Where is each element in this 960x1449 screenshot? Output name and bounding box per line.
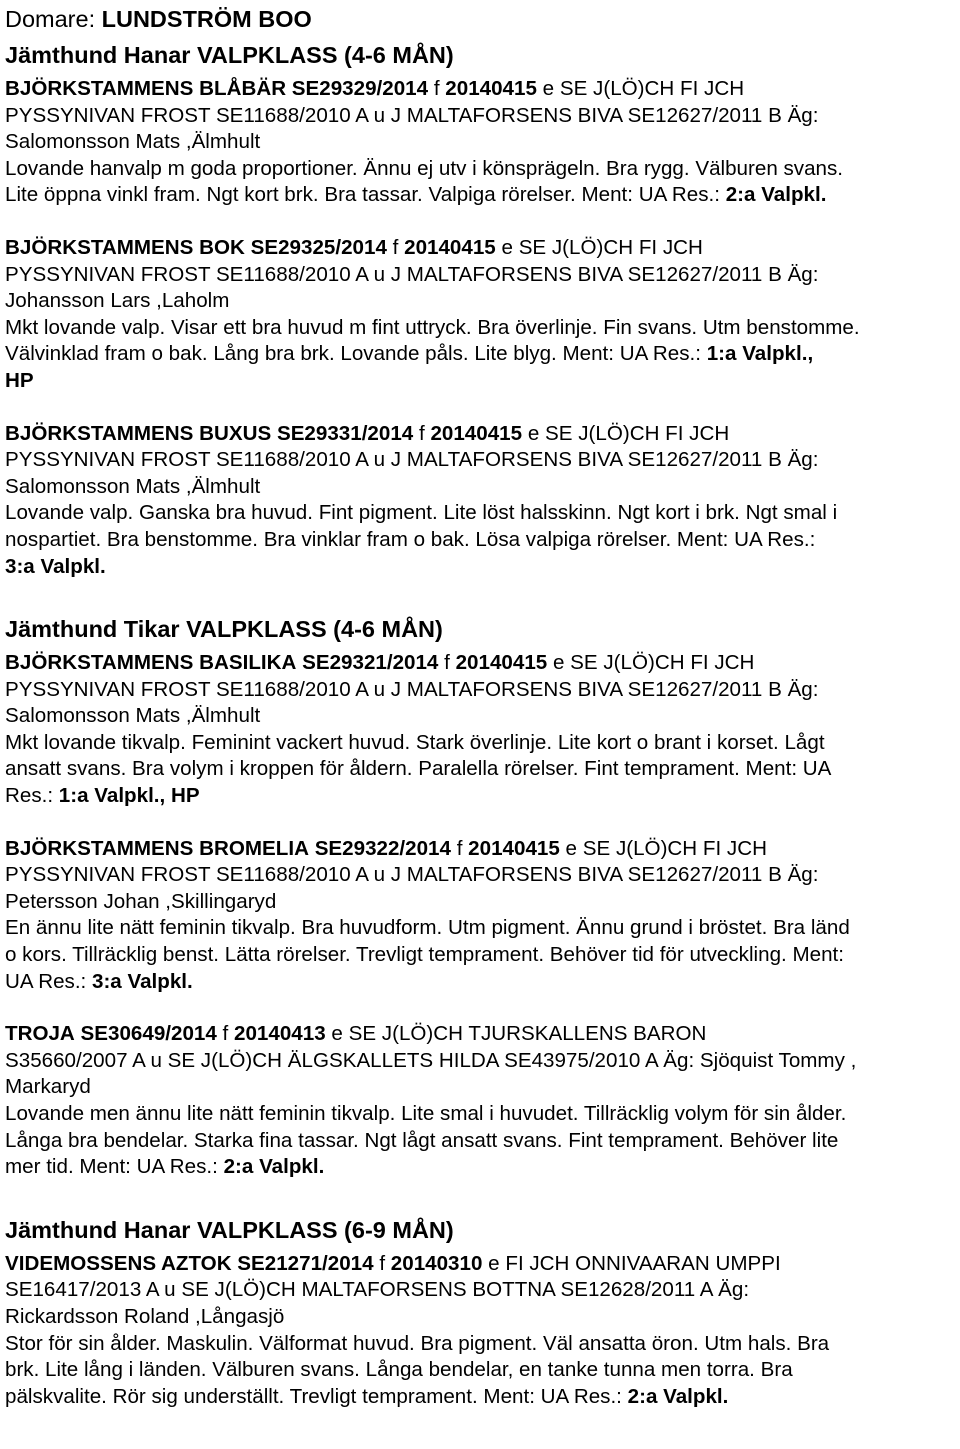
dog-dob: 20140310 [390, 1251, 483, 1275]
dog-name: BJÖRKSTAMMENS BASILIKA [5, 651, 297, 675]
dog-dob: 20140415 [455, 651, 548, 675]
sire-title: SE J(LÖ)CH FI JCH [545, 421, 730, 445]
dog-entry [5, 421, 960, 581]
result: 3:a Valpkl. [91, 969, 193, 993]
born-label: f [444, 651, 450, 675]
born-label: f [456, 836, 463, 860]
pedigree-line: PYSSYNIVAN FROST SE11688/2010 A u J MALTAFORSENS BIVA SE12627/2011 B Äg: [5, 448, 819, 472]
dog-entry [5, 235, 960, 395]
result: 1:a Valpkl., [706, 342, 814, 366]
class-title: Jämthund Hanar VALPKLASS (4-6 MÅN) [5, 42, 454, 68]
result: 2:a Valpkl. [627, 1384, 729, 1408]
critique-line: nospartiet. Bra benstomme. Bra vinklar fram o bak. Lösa valpiga rörelser. Ment: UA Res.: [5, 527, 816, 551]
critique-line: pälskvalite. Rör sig underställt. Trevligt temprament. Ment: UA Res.: [5, 1384, 628, 1408]
born-label: f [379, 1251, 386, 1275]
sire-label: e [488, 1251, 500, 1275]
critique-line: UA Res.: [5, 969, 92, 993]
class-title: Jämthund Hanar VALPKLASS (6-9 MÅN) [5, 1216, 454, 1243]
critique-line: o kors. Tillräcklig benst. Lätta rörelser. Trevligt temprament. Behöver tid för utveckling. Ment: [5, 943, 844, 967]
dog-reg: SE29331/2014 [276, 421, 414, 445]
dog-name: VIDEMOSSENS AZTOK [5, 1251, 232, 1275]
critique-line: Lovande men ännu lite nätt feminin tikvalp. Lite smal i huvudet. Tillräcklig volym för sin ålder. [5, 1102, 847, 1125]
result: 1:a Valpkl., HP [58, 784, 200, 808]
owner-line: Salomonsson Mats ,Älmhult [5, 704, 261, 728]
critique-line: Långa bra bendelar. Starka fina tassar. Ngt lågt ansatt svans. Fint temprament. Behöver lite [5, 1128, 839, 1152]
sire-label: e [542, 77, 555, 100]
critique-line: Lite öppna vinkl fram. Ngt kort brk. Bra tassar. Valpiga rörelser. Ment: UA Res.: [5, 183, 726, 207]
owner-line: Johansson Lars ,Laholm [5, 289, 230, 313]
sire-title: SE J(LÖ)CH FI JCH [518, 235, 703, 259]
critique-line: mer tid. Ment: UA Res.: [5, 1155, 224, 1179]
sire-label: e [501, 235, 513, 259]
dog-reg: SE29329/2014 [291, 77, 429, 100]
class-title: Jämthund Tikar VALPKLASS (4-6 MÅN) [5, 616, 443, 643]
result: 2:a Valpkl. [223, 1155, 325, 1179]
sire-title: SE J(LÖ)CH FI JCH [582, 836, 767, 860]
critique-line: Lovande valp. Ganska bra huvud. Fint pigment. Lite löst halsskinn. Ngt kort i brk. Ngt smal i [5, 501, 838, 525]
pedigree-line: PYSSYNIVAN FROST SE11688/2010 A u J MALTAFORSENS BIVA SE12627/2011 B Äg: [5, 103, 819, 127]
owner-line: Salomonsson Mats ,Älmhult [5, 474, 261, 498]
pedigree-line: PYSSYNIVAN FROST SE11688/2010 A u J MALTAFORSENS BIVA SE12627/2011 B Äg: [5, 262, 819, 286]
sire-label: e [331, 1022, 343, 1046]
dog-reg: SE30649/2014 [80, 1022, 217, 1046]
result: 3:a Valpkl. [5, 554, 106, 578]
dog-reg: SE29325/2014 [250, 235, 387, 259]
judge-name: LUNDSTRÖM BOO [101, 6, 312, 32]
dog-entry [5, 1021, 960, 1181]
judge-line [5, 4, 960, 34]
critique-line: Mkt lovande tikvalp. Feminint vackert huvud. Stark överlinje. Lite kort o brant i korset. Lågt [5, 730, 825, 754]
critique-line: ansatt svans. Bra volym i kroppen för åldern. Paralella rörelser. Fint temprament. Ment: UA [5, 757, 832, 781]
critique-line: Lovande hanvalp m goda proportioner. Ännu ej utv i könsprägeln. Bra rygg. Välburen svans. [5, 156, 844, 180]
critique-line: Mkt lovande valp. Visar ett bra huvud m fint uttryck. Bra överlinje. Fin svans. Utm benstomme. [5, 315, 860, 339]
critique-line: Res.: [5, 784, 59, 808]
result-award: HP [5, 368, 34, 392]
sire-title: FI JCH ONNIVAARAN UMPPI [505, 1251, 781, 1275]
born-label: f [433, 77, 440, 100]
owner-line: Petersson Johan ,Skillingaryd [5, 889, 277, 913]
dog-name: TROJA [5, 1022, 75, 1046]
pedigree-line: PYSSYNIVAN FROST SE11688/2010 A u J MALTAFORSENS BIVA SE12627/2011 B Äg: [5, 677, 819, 701]
dog-reg: SE29322/2014 [314, 836, 451, 860]
dog-reg: SE21271/2014 [237, 1251, 374, 1275]
result: 2:a Valpkl. [725, 183, 827, 207]
dog-entry [5, 1251, 960, 1411]
owner-line: Salomonsson Mats ,Älmhult [5, 130, 261, 154]
born-label: f [418, 421, 425, 445]
critique-line: En ännu lite nätt feminin tikvalp. Bra huvudform. Utm pigment. Ännu grund i bröstet. Bra länd [5, 916, 850, 940]
judge-label: Domare: [5, 6, 102, 32]
dog-dob: 20140415 [404, 235, 496, 259]
dog-reg: SE29321/2014 [302, 651, 439, 675]
critique-line: Välvinklad fram o bak. Lång bra brk. Lovande påls. Lite blyg. Ment: UA Res.: [5, 342, 707, 366]
dog-entry [5, 836, 960, 996]
dog-dob: 20140415 [468, 836, 560, 860]
critique-line: brk. Lite lång i länden. Välburen svans. Långa bendelar, en tanke tunna men torra. Bra [5, 1358, 793, 1382]
dog-name: BJÖRKSTAMMENS BOK [5, 235, 245, 259]
sire-title: SE J(LÖ)CH TJURSKALLENS BARON [348, 1022, 707, 1046]
pedigree-line: S35660/2007 A u SE J(LÖ)CH ÄLGSKALLETS HILDA SE43975/2010 A Äg: Sjöquist Tommy , [5, 1048, 857, 1072]
dog-dob: 20140413 [234, 1022, 326, 1046]
dog-dob: 20140415 [430, 421, 523, 445]
pedigree-line: SE16417/2013 A u SE J(LÖ)CH MALTAFORSENS BOTTNA SE12628/2011 A Äg: [5, 1278, 750, 1302]
born-label: f [392, 235, 399, 259]
born-label: f [222, 1022, 229, 1046]
dog-name: BJÖRKSTAMMENS BUXUS [5, 421, 272, 445]
sire-label: e [527, 421, 540, 445]
sire-title: SE J(LÖ)CH FI JCH [570, 651, 755, 675]
critique-line: Stor för sin ålder. Maskulin. Välformat huvud. Bra pigment. Väl ansatta öron. Utm hals. Bra [5, 1331, 830, 1355]
owner-line: Markaryd [5, 1075, 91, 1099]
sire-label: e [552, 651, 565, 675]
dog-entry [5, 650, 960, 810]
dog-dob: 20140415 [445, 77, 537, 100]
sire-title: SE J(LÖ)CH FI JCH [559, 77, 745, 100]
dog-name: BJÖRKSTAMMENS BLÅBÄR [5, 77, 287, 100]
dog-entry [5, 76, 960, 209]
dog-name: BJÖRKSTAMMENS BROMELIA [5, 836, 309, 860]
sire-label: e [565, 836, 578, 860]
pedigree-line: PYSSYNIVAN FROST SE11688/2010 A u J MALTAFORSENS BIVA SE12627/2011 B Äg: [5, 863, 819, 887]
owner-line: Rickardsson Roland ,Långasjö [5, 1304, 285, 1328]
